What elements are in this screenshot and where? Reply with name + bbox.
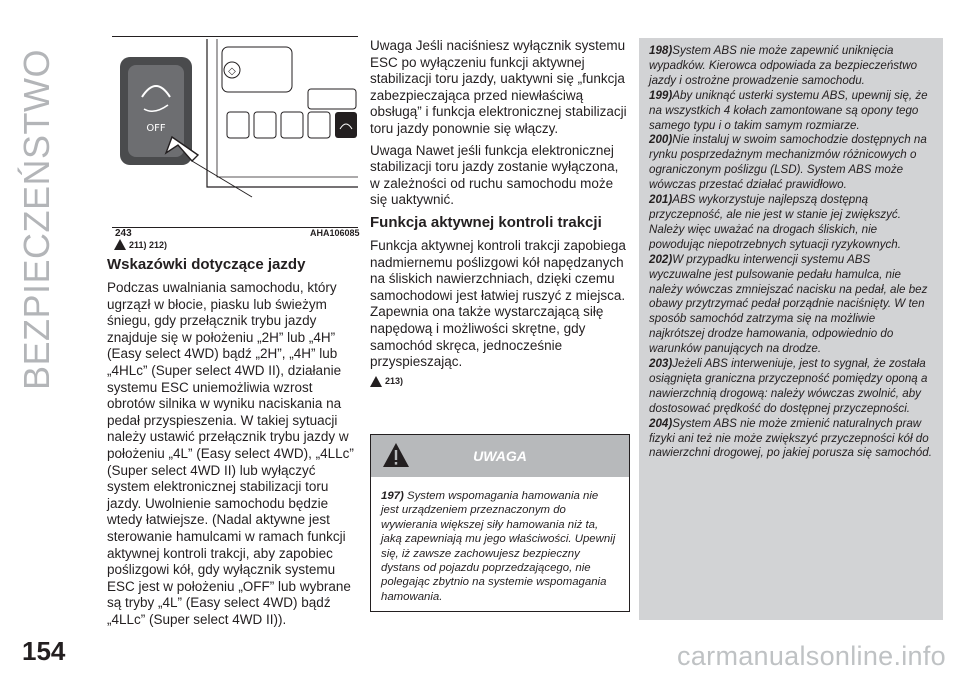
note-text: System ABS nie może zmienić naturalnych praw fizyki ani też nie może zwiększyć przyczepności kół do nawierzchni drogowej, po jakiej porusza się samochód.	[649, 416, 932, 460]
refs-text: 211) 212)	[129, 239, 168, 250]
note-item	[649, 357, 933, 417]
page-number: 154	[22, 636, 66, 666]
warning-refs	[114, 239, 167, 250]
warning-number: 197)	[381, 490, 404, 502]
warning-box	[370, 434, 630, 612]
warning-body	[371, 477, 629, 610]
note-item	[649, 417, 933, 462]
note-number: 199)	[649, 88, 673, 102]
warning-triangle-icon	[381, 441, 411, 469]
section-title-text: BEZPIECZEŃSTWO	[16, 48, 57, 390]
note-number: 202)	[649, 252, 673, 266]
note-text: Nie instaluj w swoim samochodzie dostępnych na rynku posprzedażnym mechanizmów różnicowych o ograniczonym poślizgu (LSD). System ABS może wówczas przestać działać prawidłowo.	[649, 133, 927, 192]
traction-control-section	[370, 38, 630, 387]
note-item	[649, 133, 933, 193]
figure-code: AHA106085	[310, 228, 360, 238]
driving-tips-section	[107, 256, 357, 633]
traction-ref-text: 213)	[385, 376, 404, 387]
warning-label: UWAGA	[473, 448, 527, 464]
figure-number: 243	[115, 228, 132, 239]
warning-triangle-icon	[114, 239, 126, 250]
note-esc-may-activate: Uwaga Nawet jeśli funkcja elektronicznej stabilizacji toru jazdy zostanie wyłączona, w zależności od ruchu samochodu może się uaktywnić.	[370, 142, 619, 208]
traction-warning-ref	[370, 376, 630, 387]
warning-text: System wspomagania hamowania nie jest urządzeniem przeznaczonym do wywierania większej siły hamowania niż ta, jaką zapewniają mu jego właściwości. Upewnij się, iż zawsze zachowujesz bezpieczny dystans od pojazdu poprzedzającego, nie polegając zbytnio na systemie wspomagania hamowania.	[381, 490, 616, 603]
note-text: ABS wykorzystuje najlepszą dostępną przyczepność, ale nie jest w stanie jej zwiększyć. Należy więc uważać na drogach śliskich, nie powodując niepotrzebnych sytuacji ryzykownych.	[649, 193, 901, 251]
note-esc-reactivation: Uwaga Jeśli naciśniesz wyłącznik systemu ESC po wyłączeniu funkcji aktywnej stabilizacji toru jazdy, uaktywni się „funkcja zabezpieczająca przed niewłaściwą obsługą” i funkcja elektronicznej stabilizacji toru jazdy ponownie się włączy.	[370, 38, 627, 136]
note-item	[649, 193, 933, 253]
note-text: Aby uniknąć usterki systemu ABS, upewnij się, że na wszystkich 4 kołach zamontowane są opony tego samego typu i o takim samym rozmiarze.	[649, 88, 928, 132]
figure-esc-switch	[112, 36, 358, 228]
note-text: Jeżeli ABS interweniuje, jest to sygnał, że została osiągnięta graniczna przyczepność pomiędzy oponą a nawierzchnią drogową: należy wówczas zwolnić, aby dostosować prędkość do dostępnej przyczepności.	[649, 357, 928, 415]
note-number: 198)	[649, 44, 673, 57]
tips-heading: Wskazówki dotyczące jazdy	[107, 256, 306, 273]
note-item	[649, 44, 933, 89]
note-number: 204)	[649, 416, 673, 430]
watermark: carmanualsonline.info	[677, 641, 946, 671]
note-number: 200)	[649, 133, 673, 147]
warning-header	[371, 435, 629, 477]
note-item	[649, 89, 933, 134]
note-number: 203)	[649, 357, 673, 371]
off-button-label: OFF	[146, 123, 166, 134]
warning-triangle-icon	[370, 376, 382, 387]
note-number: 201)	[649, 193, 673, 207]
section-side-title	[16, 48, 76, 390]
note-text: System ABS nie może zapewnić uniknięcia wypadków. Kierowca odpowiada za bezpieczeństwo jazdy i ostrożne prowadzenie samochodu.	[649, 44, 918, 87]
tips-body: Podczas uwalniania samochodu, który ugrzązł w błocie, piasku lub świeżym śniegu, gdy przełącznik trybu jazdy znajduje się w położeniu „2H” lub „4H” (Easy select 4WD) bądź „2H”, „4H” lub „4HLc” (Super select 4WD II), działanie systemu ESC uniemożliwia wzrost obrotów silnika w wyniku naciskania na pedał przyspieszenia. W takiej sytuacji należy ustawić przełącznik trybu jazdy w położeniu „4L” (Easy select 4WD), „4LLc” (Super select 4WD II) lub wyłączyć system elektronicznej stabilizacji toru jazdy. Uwolnienie samochodu będzie wtedy łatwiejsze. (Nadal aktywne jest sterowanie hamulcami w ramach funkcji aktywnej kontroli trakcji, aby zapobiec poślizgowi kół, gdy wyłącznik systemu ESC jest w położeniu „OFF” lub wybrane są tryby „4L” (Easy select 4WD) bądź „4LLc” (Super select 4WD II)).	[107, 280, 354, 627]
svg-text:◇: ◇	[228, 66, 236, 77]
traction-heading: Funkcja aktywnej kontroli trakcji	[370, 213, 602, 231]
note-text: W przypadku interwencji systemu ABS wyczuwalne jest pulsowanie pedału hamulca, nie należy wówczas zmniejszać nacisku na pedał, ale bez obawy przytrzymać pedał porządnie naciśnięty. W ten sposób samochód zatrzyma się na możliwie najkrótszej drodze hamowania, odpowiednio do warunków panujących na drodze.	[649, 252, 928, 356]
traction-body: Funkcja aktywnej kontroli trakcji zapobiega nadmiernemu poślizgowi kół napędzanych na śliskich nawierzchniach, dzięki czemu samochodowi jest łatwiej ruszyć z miejsca. Zapewnia ona także wystarczającą siłę napędową i możliwości skrętne, gdy samochód skręca, jednocześnie przyspieszając.	[370, 237, 626, 370]
note-item	[649, 253, 933, 357]
esc-switch-illustration	[112, 37, 358, 227]
abs-notes-panel	[639, 38, 943, 620]
